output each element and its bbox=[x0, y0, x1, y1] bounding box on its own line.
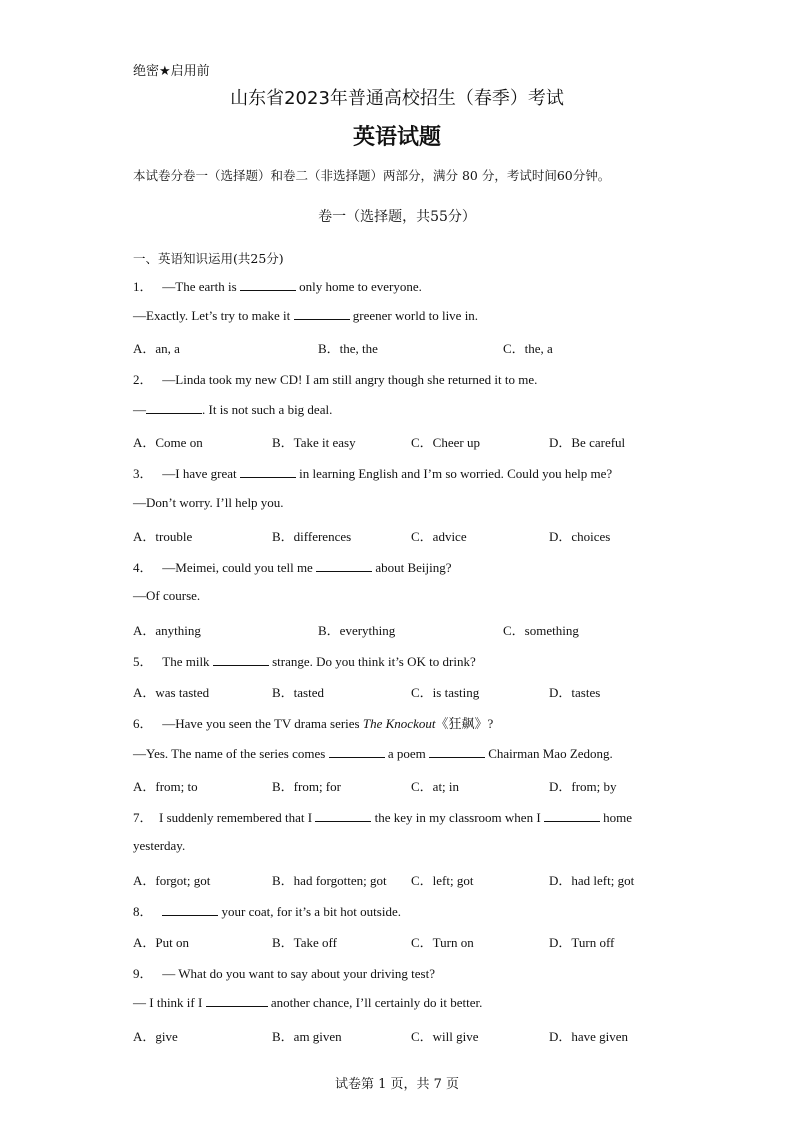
option-a: A．anything bbox=[133, 623, 201, 638]
option-d: D．have given bbox=[549, 1029, 629, 1044]
option-a: A．trouble bbox=[133, 529, 193, 544]
answer-blank bbox=[329, 745, 385, 758]
option-b: B．from; for bbox=[272, 779, 341, 794]
option-a: A．was tasted bbox=[133, 685, 210, 700]
question-text: 《狂飙》? bbox=[435, 716, 494, 731]
option-b: B．the, the bbox=[318, 341, 378, 356]
option-c: C．something bbox=[503, 623, 579, 638]
question-1-line-1 bbox=[133, 276, 422, 295]
question-text: —The earth is bbox=[162, 279, 237, 294]
question-number: 5． bbox=[133, 654, 153, 669]
option-d: D．had left; got bbox=[549, 873, 635, 888]
question-text: about Beijing? bbox=[375, 560, 452, 575]
question-number: 8． bbox=[133, 904, 153, 919]
answer-blank bbox=[206, 994, 268, 1007]
option-c: C．Turn on bbox=[411, 935, 474, 950]
question-text: a poem bbox=[387, 746, 426, 761]
question-text: — I think if I bbox=[133, 995, 203, 1010]
question-text: —Exactly. Let’s try to make it bbox=[133, 308, 291, 323]
exam-subtitle: 英语试题 bbox=[352, 125, 441, 150]
question-number: 3． bbox=[133, 466, 153, 481]
question-text: . It is not such a big deal. bbox=[202, 402, 333, 417]
question-text: —Yes. The name of the series comes bbox=[133, 746, 326, 761]
question-number: 2． bbox=[133, 372, 153, 387]
question-number: 9． bbox=[133, 966, 153, 981]
confidential-mark: 绝密★启用前 bbox=[133, 64, 210, 79]
answer-blank bbox=[316, 559, 372, 572]
option-b: B．am given bbox=[272, 1029, 342, 1044]
option-b: B．Take off bbox=[272, 935, 337, 950]
drama-title: The Knockout bbox=[362, 716, 436, 731]
question-9-line-1 bbox=[133, 963, 435, 982]
question-9-line-2 bbox=[133, 994, 482, 1011]
option-a: A．give bbox=[133, 1029, 178, 1044]
option-c: C．left; got bbox=[411, 873, 474, 888]
question-7-line-2: yesterday. bbox=[133, 838, 186, 853]
question-number: 1． bbox=[133, 279, 153, 294]
option-d: D．choices bbox=[549, 529, 611, 544]
option-b: B．everything bbox=[318, 623, 396, 638]
question-text: the key in my classroom when I bbox=[374, 810, 541, 825]
part-title: 卷一（选择题，共55分） bbox=[318, 209, 476, 225]
question-4-line-1 bbox=[133, 557, 452, 576]
option-d: D．Be careful bbox=[549, 435, 626, 450]
question-2-line-1 bbox=[133, 369, 537, 388]
option-a: A．Come on bbox=[133, 435, 203, 450]
option-d: D．Turn off bbox=[549, 935, 615, 950]
option-d: D．from; by bbox=[549, 779, 617, 794]
question-number: 6． bbox=[133, 716, 153, 731]
option-b: B．tasted bbox=[272, 685, 324, 700]
question-text: —I have great bbox=[162, 466, 237, 481]
option-c: C．will give bbox=[411, 1029, 479, 1044]
option-b: B．Take it easy bbox=[272, 435, 356, 450]
question-number: 7． bbox=[133, 810, 153, 825]
question-text: I suddenly remembered that I bbox=[159, 810, 313, 825]
question-7-line-1 bbox=[133, 807, 632, 826]
option-a: A．Put on bbox=[133, 935, 189, 950]
option-d: D．tastes bbox=[549, 685, 601, 700]
question-6-line-2 bbox=[133, 745, 613, 762]
question-3-line-1 bbox=[133, 463, 612, 482]
question-1-line-2 bbox=[133, 307, 478, 324]
exam-intro: 本试卷分卷一（选择题）和卷二（非选择题）两部分，满分 80 分，考试时间60分钟。 bbox=[133, 168, 611, 183]
question-text: greener world to live in. bbox=[352, 308, 479, 323]
option-a: A．an, a bbox=[133, 341, 180, 356]
option-a: A．from; to bbox=[133, 779, 198, 794]
option-b: B．differences bbox=[272, 529, 352, 544]
section-title: 一、英语知识运用(共25分) bbox=[133, 251, 284, 266]
question-text: —Linda took my new CD! I am still angry though she returned it to me. bbox=[162, 372, 538, 387]
answer-blank bbox=[240, 278, 296, 291]
answer-blank bbox=[429, 745, 485, 758]
question-number: 4． bbox=[133, 560, 153, 575]
answer-blank bbox=[240, 465, 296, 478]
answer-blank bbox=[294, 307, 350, 320]
question-6-line-1 bbox=[133, 713, 493, 732]
question-text: — What do you want to say about your driving test? bbox=[162, 966, 435, 981]
question-text: —Have you seen the TV drama series bbox=[162, 716, 360, 731]
question-text: in learning English and I’m so worried. Could you help me? bbox=[299, 466, 613, 481]
question-3-line-2: —Don’t worry. I’ll help you. bbox=[133, 495, 284, 510]
answer-blank bbox=[213, 653, 269, 666]
option-c: C．at; in bbox=[411, 779, 460, 794]
question-text: Chairman Mao Zedong. bbox=[488, 746, 613, 761]
exam-title: 山东省2023年普通高校招生（春季）考试 bbox=[230, 88, 564, 109]
option-c: C．is tasting bbox=[411, 685, 480, 700]
question-text: your coat, for it’s a bit hot outside. bbox=[221, 904, 401, 919]
question-text: The milk bbox=[162, 654, 210, 669]
question-text: only home to everyone. bbox=[299, 279, 422, 294]
question-text: strange. Do you think it’s OK to drink? bbox=[272, 654, 476, 669]
answer-blank bbox=[544, 809, 600, 822]
option-c: C．advice bbox=[411, 529, 467, 544]
question-4-line-2: —Of course. bbox=[133, 588, 201, 603]
question-text: — bbox=[133, 402, 146, 417]
answer-blank bbox=[162, 903, 218, 916]
question-text: —Meimei, could you tell me bbox=[162, 560, 313, 575]
question-text: home bbox=[603, 810, 633, 825]
question-text: another chance, I’ll certainly do it better. bbox=[270, 995, 483, 1010]
question-2-line-2 bbox=[133, 401, 332, 418]
page-footer: 试卷第 1 页，共 7 页 bbox=[334, 1077, 460, 1092]
question-8-line-1 bbox=[133, 901, 401, 920]
option-a: A．forgot; got bbox=[133, 873, 211, 888]
option-b: B．had forgotten; got bbox=[272, 873, 387, 888]
question-5-line-1 bbox=[133, 651, 476, 670]
option-c: C．the, a bbox=[503, 341, 553, 356]
option-c: C．Cheer up bbox=[411, 435, 480, 450]
answer-blank bbox=[146, 401, 202, 414]
answer-blank bbox=[315, 809, 371, 822]
